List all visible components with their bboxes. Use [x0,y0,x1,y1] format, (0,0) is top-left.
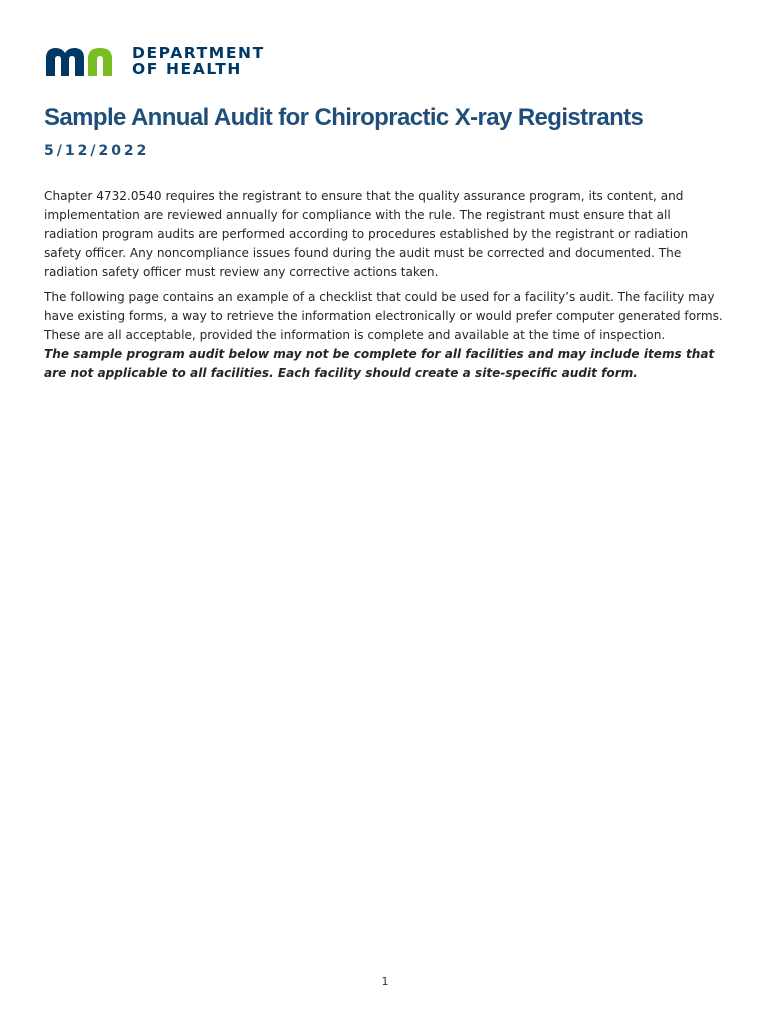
document-title: Sample Annual Audit for Chiropractic X-ray Registrants [44,104,644,131]
checklist-paragraph [44,288,724,383]
logo-line-of-health: OF HEALTH [132,60,242,78]
intro-paragraph: Chapter 4732.0540 requires the registrant to ensure that the quality assurance program, its content, and implementation are reviewed annually for compliance with the rule. The registrant must ensure that all radiation program audits are performed according to procedures established by the registrant or radiation safety officer. Any noncompliance issues found during the audit must be corrected and documented. The radiation safety officer must review any corrective actions taken. [44,189,689,279]
mdh-logo [44,44,265,78]
logo-line-department: DEPARTMENT [132,44,265,62]
disclaimer-text: The sample program audit below may not be complete for all facilities and may include items that are not applicable to all facilities. Each facility should create a site-specific audit form. [44,347,715,380]
checklist-paragraph-text: The following page contains an example of a checklist that could be used for a facility’s audit. The facility may have existing forms, a way to retrieve the information electronically or would prefer computer generated forms. These are all acceptable, provided the information is complete and available at the time of inspection. [44,290,723,342]
document-date: 5/12/2022 [44,143,150,159]
logo-wordmark [132,45,265,77]
page-number: 1 [381,975,389,988]
document-body [44,187,724,389]
mn-logo-icon [44,44,122,78]
